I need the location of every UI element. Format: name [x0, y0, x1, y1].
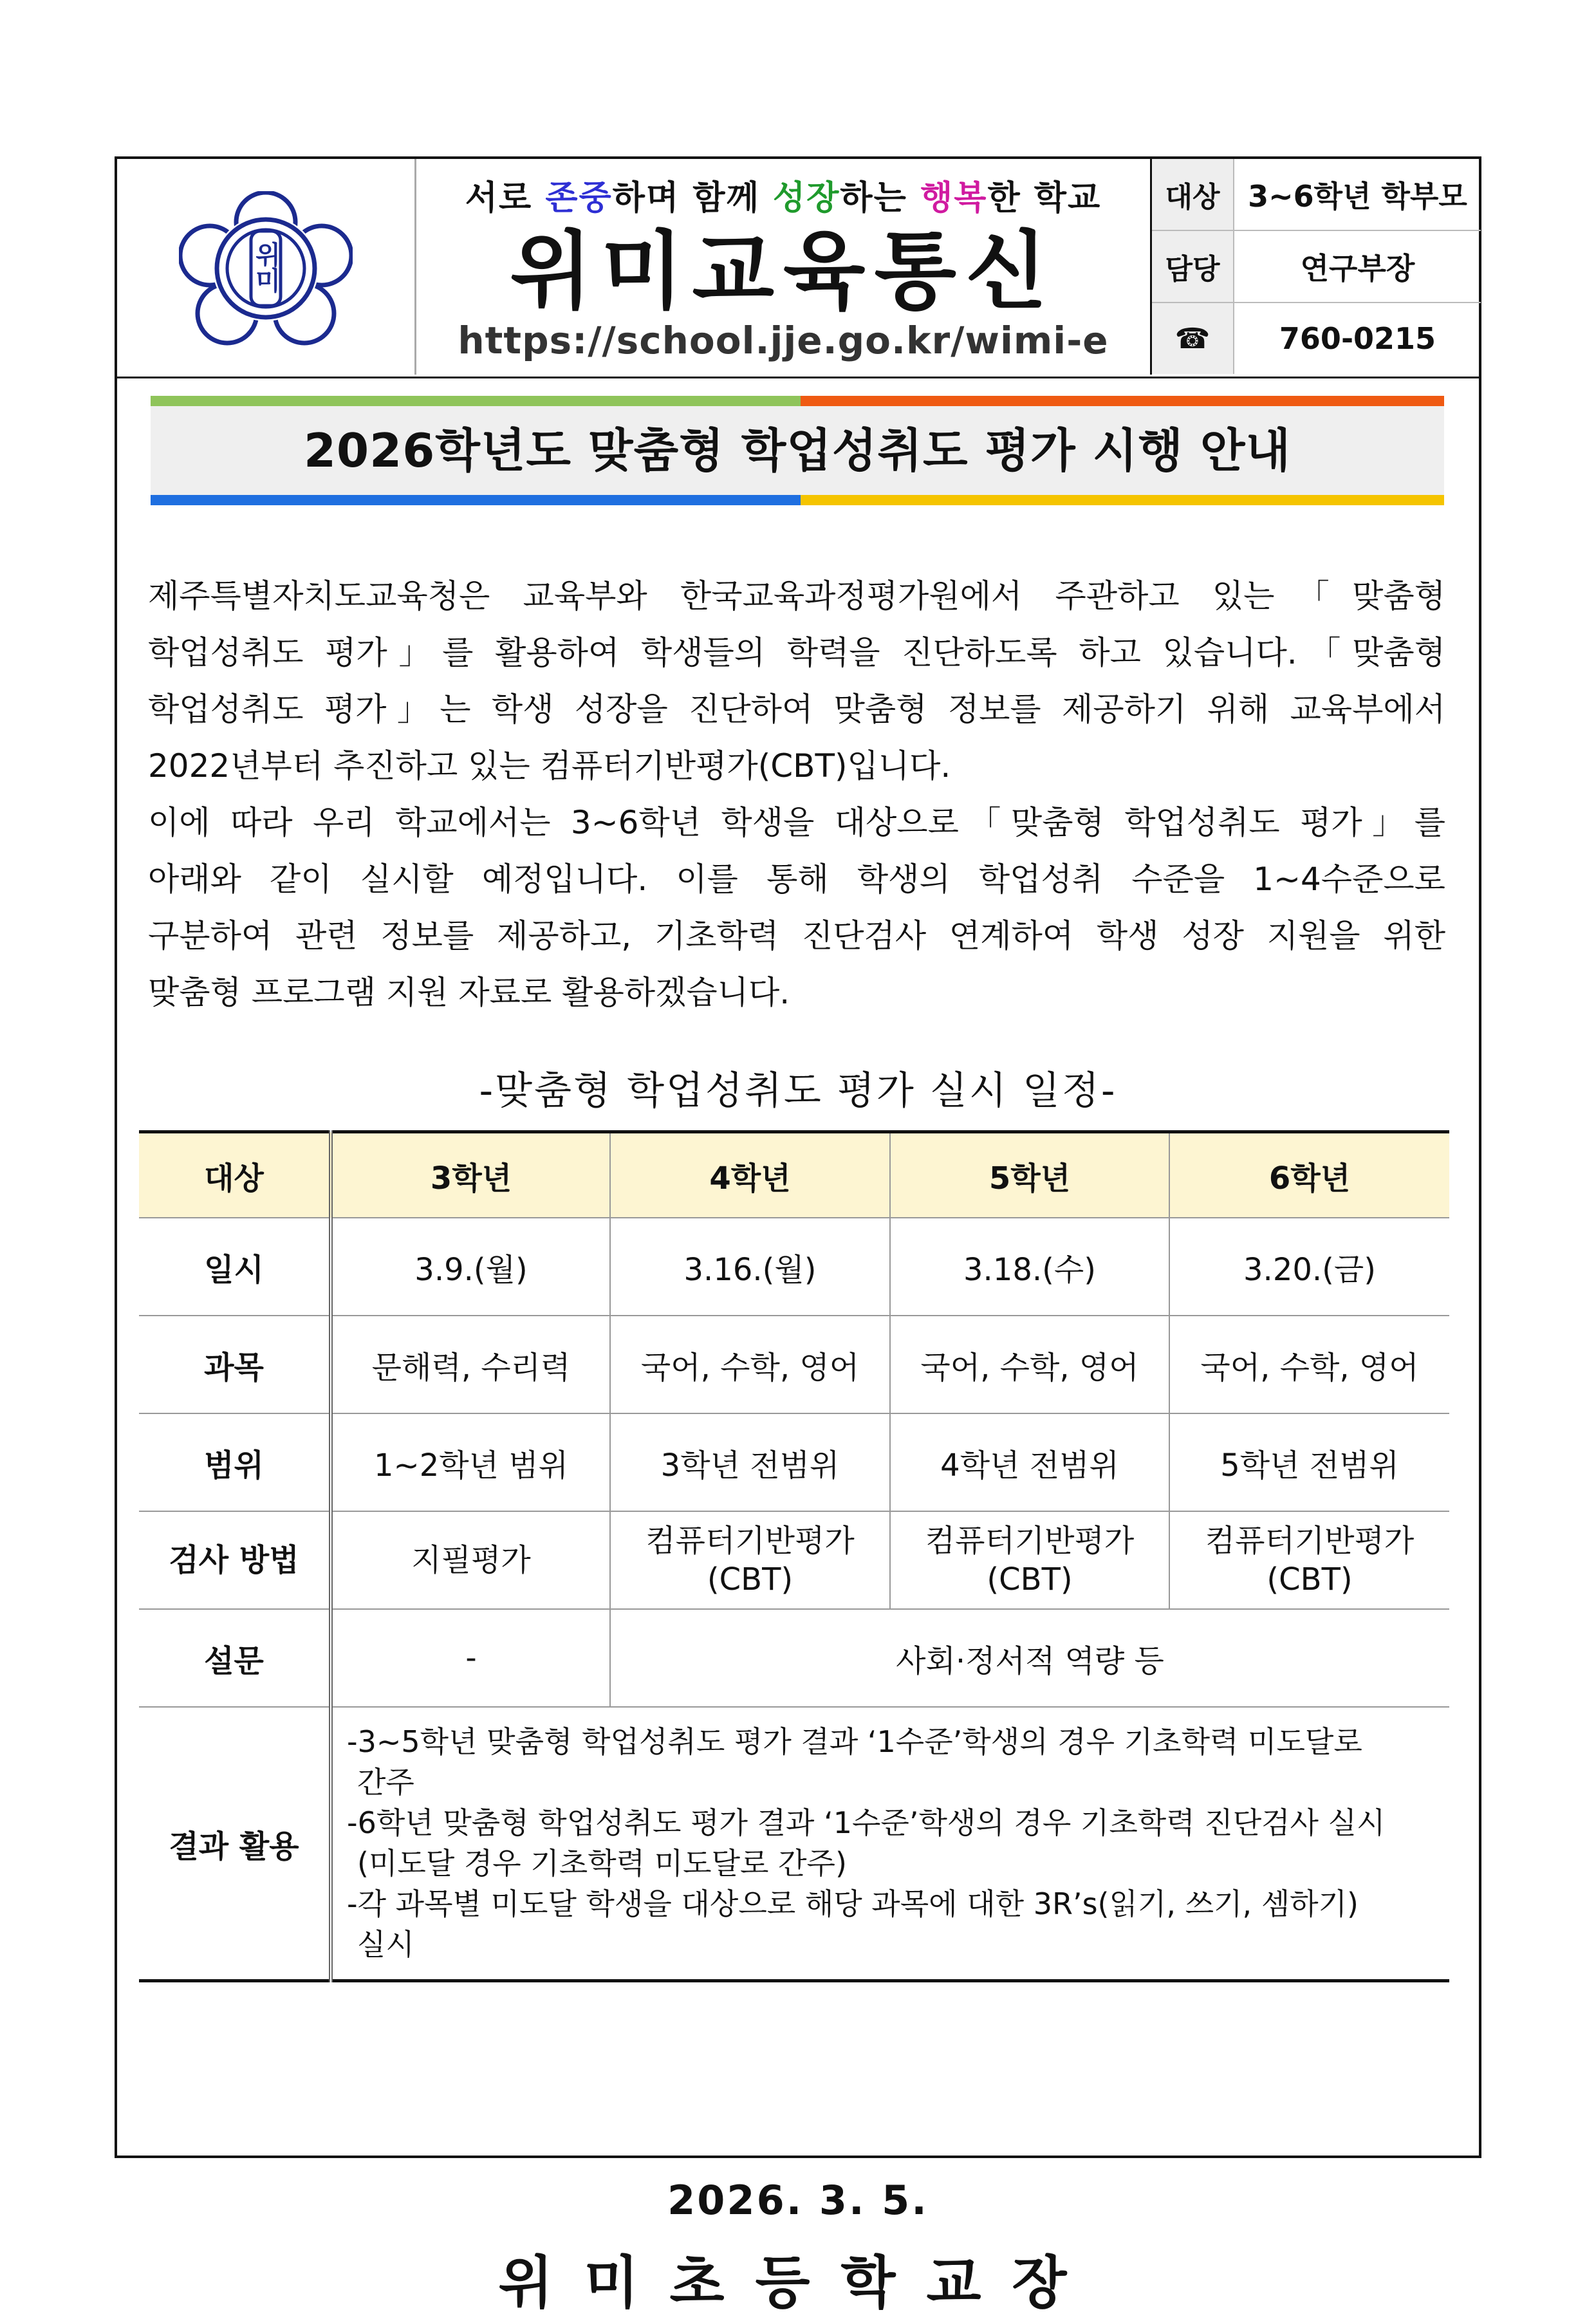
slogan-part: 하는 — [840, 179, 920, 218]
result-item-line: -3~5학년 맞춤형 학업성취도 평가 결과 ‘1수준’학생의 경우 기초학력 미도달로 — [347, 1724, 1362, 1759]
result-item-line: -각 과목별 미도달 학생을 대상으로 해당 과목에 대한 3R’s(읽기, 쓰기, 셈하기) — [347, 1886, 1359, 1921]
table-cell: - — [331, 1609, 610, 1707]
slogan-word-growth: 성장 — [772, 179, 840, 218]
table-cell: 국어, 수학, 영어 — [1169, 1316, 1449, 1413]
table-cell: 4학년 전범위 — [890, 1413, 1169, 1511]
logo-cell — [117, 159, 416, 375]
cell-line: 지필평가 — [411, 1542, 531, 1578]
paragraph-line: 이에 따라 우리 학교에서는 3~6학년 학생을 대상으로「맞춤형 학업성취도 평가」를 — [148, 804, 1445, 841]
slogan-word-happiness: 행복 — [920, 179, 988, 218]
result-item-line: -6학년 맞춤형 학업성취도 평가 결과 ‘1수준’학생의 경우 기초학력 진단검사 실시 — [347, 1805, 1386, 1840]
table-row-result — [139, 1707, 1449, 1981]
row-label: 결과 활용 — [139, 1707, 331, 1981]
table-cell: 1~2학년 범위 — [331, 1413, 610, 1511]
info-cell — [1150, 159, 1481, 375]
paragraph-intro — [148, 568, 1445, 794]
table-row-survey — [139, 1609, 1449, 1707]
banner-bar-bottom-right — [801, 495, 1444, 505]
schedule-title: -맞춤형 학업성취도 평가 실시 일정- — [479, 1068, 1117, 1113]
banner-bar-bottom-left — [151, 495, 801, 505]
row-label: 범위 — [139, 1413, 331, 1511]
info-value: 연구부장 — [1300, 251, 1415, 286]
paragraph-line: 맞춤형 프로그램 지원 자료로 활용하겠습니다. — [148, 974, 790, 1011]
table-row-range — [139, 1413, 1449, 1511]
table-cell: 3.9.(월) — [331, 1218, 610, 1316]
cell-line: 컴퓨터기반평가 — [925, 1523, 1135, 1559]
info-value: 3~6학년 학부모 — [1248, 179, 1467, 214]
paragraph-line: 학업성취도 평가」는 학생 성장을 진단하여 맞춤형 정보를 제공하기 위해 교육부에서 — [148, 691, 1445, 728]
table-cell: 5학년 전범위 — [1169, 1413, 1449, 1511]
banner-bar-top-left — [151, 396, 801, 406]
table-cell — [890, 1511, 1169, 1609]
issue-date: 2026. 3. 5. — [667, 2177, 929, 2224]
paragraph-line: 학업성취도 평가」를 활용하여 학생들의 학력을 진단하도록 하고 있습니다.「맞춤형 — [148, 634, 1446, 671]
notice-title: 2026학년도 맞춤형 학업성취도 평가 시행 안내 — [303, 424, 1292, 478]
result-list — [331, 1707, 1449, 1981]
slogan-part: 하며 함께 — [612, 179, 773, 218]
banner-bar-top-right — [801, 396, 1444, 406]
table-cell: 3.16.(월) — [610, 1218, 890, 1316]
table-row-subject — [139, 1316, 1449, 1413]
paragraph-line: 구분하여 관련 정보를 제공하고, 기초학력 진단검사 연계하여 학생 성장 지원을 위한 — [148, 917, 1445, 955]
result-item-line: 실시 — [357, 1927, 414, 1962]
principal-signature: 위미초등학교장 — [498, 2249, 1098, 2316]
table-cell: 3.18.(수) — [890, 1218, 1169, 1316]
row-label: 과목 — [139, 1316, 331, 1413]
paragraph-line: 아래와 같이 실시할 예정입니다. 이를 통해 학생의 학업성취 수준을 1~4수준으로 — [148, 861, 1445, 898]
cell-line: 컴퓨터기반평가 — [1205, 1523, 1415, 1559]
table-header-cell: 4학년 — [610, 1132, 890, 1218]
phone-number: 760-0215 — [1279, 321, 1436, 356]
table-cell: 3.20.(금) — [1169, 1218, 1449, 1316]
slogan-part: 한 학교 — [987, 179, 1102, 218]
cell-line: (CBT) — [987, 1561, 1073, 1597]
table-cell: 문해력, 수리력 — [331, 1316, 610, 1413]
paragraph-plan — [148, 794, 1445, 1021]
paragraph-line: 2022년부터 추진하고 있는 컴퓨터기반평가(CBT)입니다. — [148, 747, 951, 785]
table-header-cell: 대상 — [139, 1132, 331, 1218]
emblem-text: 위미 — [251, 241, 281, 293]
table-row-method — [139, 1511, 1449, 1609]
table-cell: 3학년 전범위 — [610, 1413, 890, 1511]
cell-line: (CBT) — [1267, 1561, 1353, 1597]
info-key: 대상 — [1152, 159, 1234, 230]
schedule-table — [139, 1130, 1449, 1982]
cell-line: (CBT) — [707, 1561, 793, 1597]
newsletter-frame — [115, 156, 1481, 2316]
info-row-contact-person — [1152, 231, 1481, 303]
table-cell — [1169, 1511, 1449, 1609]
row-label: 일시 — [139, 1218, 331, 1316]
table-cell — [610, 1511, 890, 1609]
info-row-phone — [1152, 303, 1481, 374]
cell-line: 컴퓨터기반평가 — [645, 1523, 855, 1559]
info-key: 담당 — [1152, 231, 1234, 302]
table-header-cell: 5학년 — [890, 1132, 1169, 1218]
table-header-row — [139, 1132, 1449, 1218]
row-label: 설문 — [139, 1609, 331, 1707]
slogan-word-respect: 존중 — [545, 179, 613, 218]
school-url[interactable]: https://school.jje.go.kr/wimi-e — [458, 319, 1109, 362]
row-label: 검사 방법 — [139, 1511, 331, 1609]
info-row-target — [1152, 159, 1481, 231]
title-banner — [151, 396, 1444, 505]
result-item-line: 간주 — [357, 1765, 414, 1800]
school-slogan — [416, 171, 1150, 219]
result-item-line: (미도달 경우 기초학력 미도달로 간주) — [357, 1846, 847, 1881]
phone-icon: ☎ — [1152, 303, 1234, 374]
table-cell — [331, 1511, 610, 1609]
table-header-cell: 3학년 — [331, 1132, 610, 1218]
table-header-cell: 6학년 — [1169, 1132, 1449, 1218]
paragraph-line: 제주특별자치도교육청은 교육부와 한국교육과정평가원에서 주관하고 있는「맞춤형 — [148, 577, 1445, 615]
table-cell: 사회·정서적 역량 등 — [610, 1609, 1449, 1707]
slogan-part: 서로 — [465, 179, 546, 218]
table-cell: 국어, 수학, 영어 — [610, 1316, 890, 1413]
title-cell — [416, 159, 1150, 375]
newsletter-header — [117, 159, 1479, 378]
school-emblem-icon — [179, 191, 353, 346]
newsletter-title: 위미교육통신 — [510, 222, 1057, 321]
table-cell: 국어, 수학, 영어 — [890, 1316, 1169, 1413]
table-row-date — [139, 1218, 1449, 1316]
